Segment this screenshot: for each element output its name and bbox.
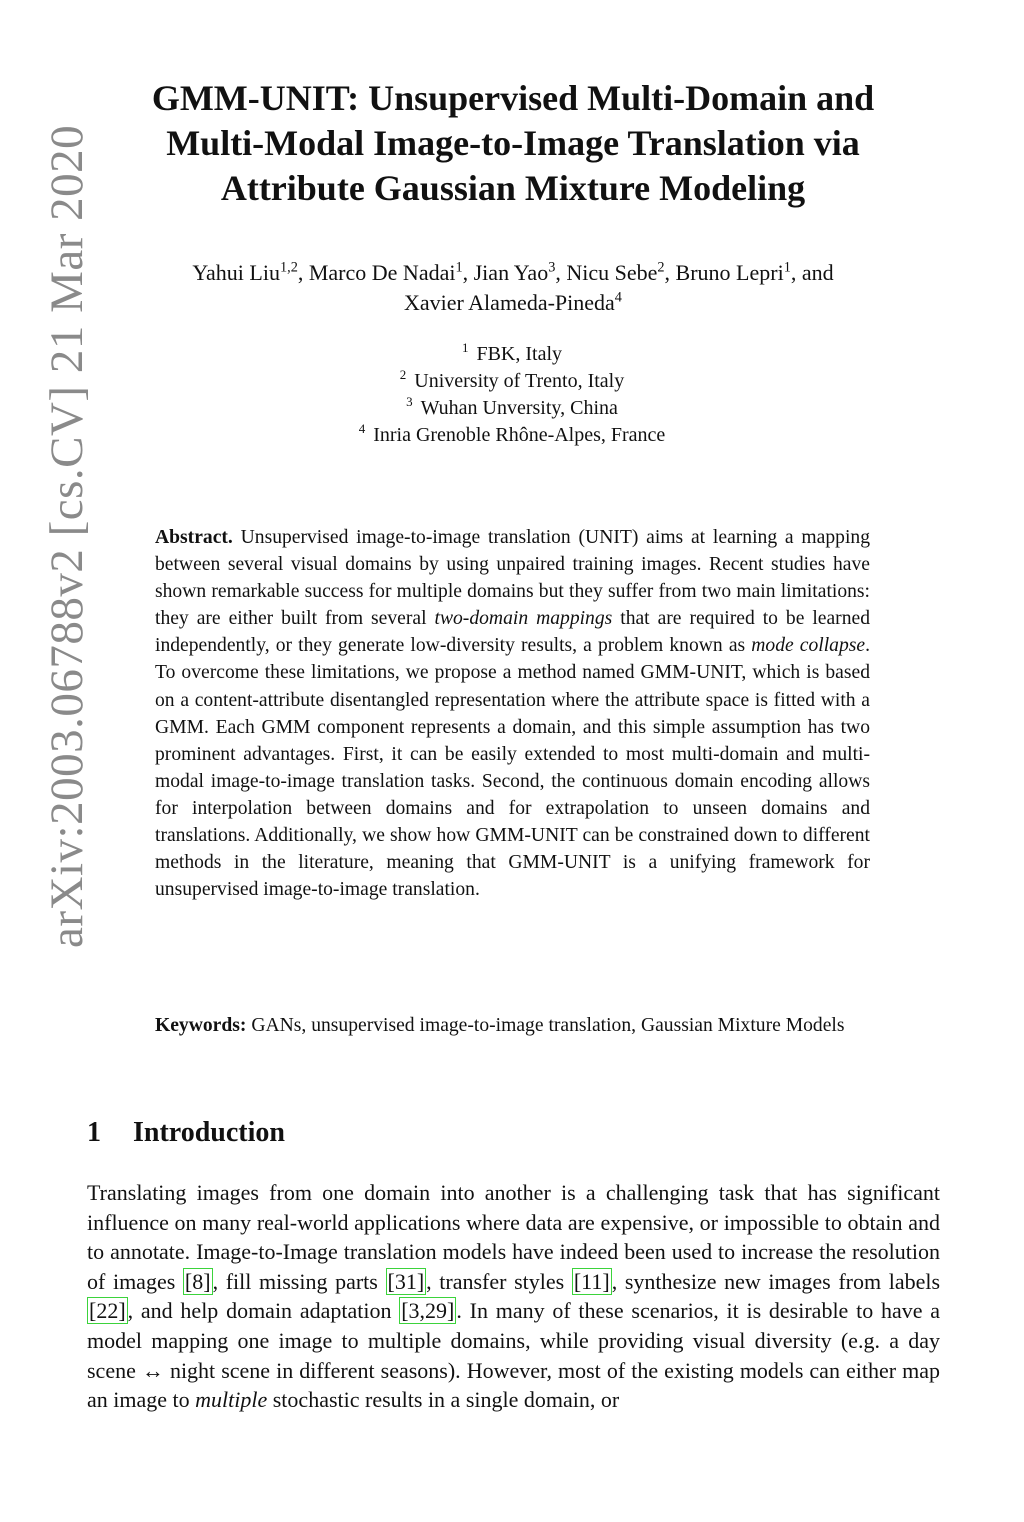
body-text-run: stochastic results in a single domain, or bbox=[272, 1387, 620, 1413]
keywords-label: Keywords: bbox=[155, 1015, 247, 1036]
affiliation-number: 2 bbox=[399, 367, 407, 383]
abstract-label: Abstract. bbox=[155, 527, 233, 548]
keywords-text: GANs, unsupervised image-to-image translation, Gaussian Mixture Models bbox=[251, 1015, 845, 1036]
author-affiliation-marker: 3 bbox=[548, 259, 556, 276]
affiliation-text: University of Trento, Italy bbox=[414, 370, 625, 392]
section-number: 1 bbox=[87, 1117, 101, 1148]
keywords bbox=[155, 1012, 870, 1039]
citation-link[interactable]: [22] bbox=[89, 1298, 126, 1324]
affiliation-text: FBK, Italy bbox=[476, 343, 563, 365]
author-affiliation-marker: 2 bbox=[657, 259, 665, 276]
paper-title bbox=[90, 76, 936, 211]
author-name: Bruno Lepri bbox=[675, 260, 784, 285]
body-text-run: , transfer styles bbox=[426, 1268, 565, 1294]
affiliation-number: 1 bbox=[461, 340, 469, 356]
introduction-paragraph bbox=[87, 1178, 940, 1415]
author-name: Xavier Alameda-Pineda bbox=[404, 290, 615, 315]
affiliation bbox=[200, 368, 824, 395]
affiliation-number: 4 bbox=[358, 421, 366, 437]
author-separator: , bbox=[297, 260, 309, 285]
abstract-emphasis: two-domain mappings bbox=[434, 608, 613, 630]
author-affiliation-marker: 1,2 bbox=[279, 259, 298, 276]
body-text-run: , and help domain adaptation bbox=[127, 1298, 392, 1324]
author-separator: , bbox=[555, 260, 567, 285]
arxiv-id: arXiv:2003.06788v2 [cs.CV] 21 Mar 2020 bbox=[41, 124, 93, 948]
author-affiliation-marker: 1 bbox=[783, 259, 791, 276]
abstract-text: that are required to be learned independently, or they generate low-diversity results, a problem known as bbox=[155, 608, 870, 657]
citation-link[interactable]: [31] bbox=[387, 1268, 425, 1294]
body-emphasis: multiple bbox=[195, 1387, 268, 1413]
author-affiliation-marker: 4 bbox=[614, 289, 622, 306]
author-separator: , bbox=[462, 260, 474, 285]
author-list bbox=[100, 258, 926, 318]
affiliation-text: Inria Grenoble Rhône-Alpes, France bbox=[373, 424, 666, 446]
body-text-run: Translating images from one domain into another is a challenging task that has significant influence on many real-world applications where data are expensive, or impossible to obtain and to annotate. Image-to-Image translation models have indeed been used to increase the resolution of images bbox=[87, 1180, 940, 1294]
author-separator: , and bbox=[790, 260, 834, 285]
affiliation bbox=[200, 395, 824, 422]
affiliation-text: Wuhan Unversity, China bbox=[420, 397, 618, 419]
author-name: Yahui Liu bbox=[192, 260, 280, 285]
abstract-emphasis: mode collapse bbox=[751, 635, 866, 657]
title-line: Multi-Modal Image-to-Image Translation via bbox=[166, 123, 860, 163]
author-separator: , bbox=[664, 260, 676, 285]
citation-link[interactable]: [3,29] bbox=[401, 1298, 455, 1324]
arxiv-identifier-sidebar bbox=[0, 0, 93, 990]
affiliation-number: 3 bbox=[406, 394, 413, 410]
abstract bbox=[155, 524, 870, 903]
title-line: Attribute Gaussian Mixture Modeling bbox=[220, 168, 806, 208]
author-name: Marco De Nadai bbox=[308, 260, 456, 285]
author-name: Jian Yao bbox=[473, 260, 549, 285]
abstract-text: . To overcome these limitations, we propose a method named GMM-UNIT, which is based on a content-attribute disentangled representation where the attribute space is fitted with a GMM. Each GMM component represents a domain, and this simple assumption has two prominent advantages. First, it can be easily extended to most multi-domain and multi-modal image-to-image translation tasks. Second, the continuous domain encoding allows for interpolation between domains and for extrapolation to unseen domains and translations. Additionally, we show how GMM-UNIT can be constrained down to different methods in the literature, meaning that GMM-UNIT is a unifying framework for unsupervised image-to-image translation. bbox=[155, 635, 870, 901]
affiliation bbox=[200, 341, 824, 368]
body-text-run: . In many of these scenarios, it is desirable to have a model mapping one image to multiple domains, while providing visual diversity (e.g. a day scene ↔ night scene in different seasons). However, most of the existing models can either map an image to bbox=[87, 1298, 940, 1413]
citation-link[interactable]: [11] bbox=[573, 1268, 610, 1294]
author-affiliation-marker: 1 bbox=[455, 259, 463, 276]
author-name: Nicu Sebe bbox=[566, 260, 658, 285]
section-title: Introduction bbox=[133, 1117, 285, 1148]
citation-link[interactable]: [8] bbox=[184, 1268, 211, 1294]
abstract-text: Unsupervised image-to-image translation (UNIT) aims at learning a mapping between several visual domains by using unpaired training images. Recent studies have shown remarkable success for multiple domains but they suffer from two main limitations: they are either built from several bbox=[155, 527, 870, 630]
body-text-run: , fill missing parts bbox=[212, 1268, 378, 1294]
body-text-run: , synthesize new images from labels bbox=[611, 1268, 941, 1294]
title-line: GMM-UNIT: Unsupervised Multi-Domain and bbox=[151, 78, 875, 118]
affiliation bbox=[200, 422, 824, 449]
section-heading bbox=[87, 1115, 285, 1151]
affiliation-list bbox=[200, 341, 824, 449]
